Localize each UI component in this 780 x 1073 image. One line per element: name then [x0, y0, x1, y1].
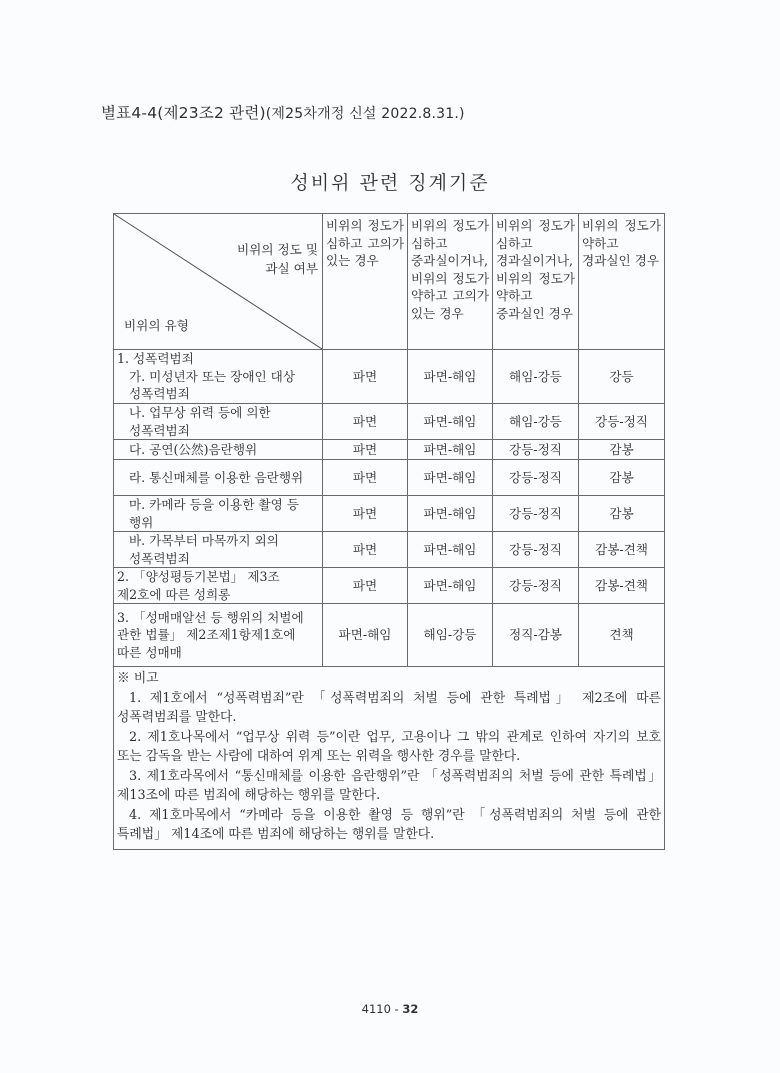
violation-type-cell [114, 460, 323, 496]
penalty-cell: 강등-정직 [493, 496, 579, 532]
penalty-cell: 파면 [323, 532, 408, 568]
note-item: 1. 제1호에서 “성폭력범죄”란 「성폭력범죄의 처벌 등에 관한 특례법」 제2조에 따른 성폭력범죄를 말한다. [117, 690, 661, 725]
penalty-cell: 강등-정직 [579, 404, 665, 440]
amendment-note: (제25차개정 신설 2022.8.31.) [265, 106, 465, 122]
table-row [114, 460, 665, 496]
row-type-label: 마. 카메라 등을 이용한 촬영 등 행위 [129, 497, 300, 530]
column-header: 비위의 정도가 약하고 경과실인 경우 [579, 214, 665, 350]
table-row [114, 496, 665, 532]
penalty-cell: 강등-정직 [493, 568, 579, 604]
penalty-cell: 감봉 [579, 496, 665, 532]
penalty-cell: 견책 [579, 604, 665, 667]
row-type-label: 다. 공연(公然)음란행위 [129, 441, 258, 457]
page-prefix: 4110 - [361, 1002, 399, 1016]
penalty-cell: 파면-해임 [408, 496, 493, 532]
row-type-label: 나. 업무상 위력 등에 의한 성폭력범죄 [129, 405, 271, 438]
column-header: 비위의 정도가 심하고 경과실이거나, 비위의 정도가 약하고 중과실인 경우 [493, 214, 579, 350]
table-row [114, 532, 665, 568]
violation-type-cell [114, 440, 323, 460]
penalty-cell: 강등-정직 [493, 460, 579, 496]
penalty-cell: 해임-강등 [493, 350, 579, 404]
page-number [0, 1002, 780, 1016]
group-heading: 1. 성폭력범죄 [117, 351, 194, 367]
notes-row [114, 667, 665, 850]
penalty-cell: 파면-해임 [408, 532, 493, 568]
row-type-label: 라. 통신매체를 이용한 음란행위 [129, 469, 304, 485]
penalty-cell: 감봉-견책 [579, 568, 665, 604]
corner-bottom-label: 비위의 유형 [124, 318, 189, 333]
violation-type-cell [114, 404, 323, 440]
corner-top-label: 비위의 정도 및 과실 여부 [237, 242, 318, 276]
penalty-cell: 강등-정직 [493, 440, 579, 460]
penalty-cell: 강등-정직 [493, 532, 579, 568]
column-header: 비위의 정도가 심하고 중과실이거나, 비위의 정도가 약하고 고의가 있는 경우 [408, 214, 493, 350]
penalty-cell: 해임-강등 [408, 604, 493, 667]
table-row [114, 350, 665, 404]
row-type-label: 바. 가목부터 마목까지 외의 성폭력범죄 [129, 533, 279, 566]
table-header-row [114, 214, 665, 350]
page-number-value: 32 [402, 1002, 419, 1016]
notes-title: ※ 비고 [117, 671, 159, 686]
table-row [114, 404, 665, 440]
notes-cell [114, 667, 665, 850]
penalty-cell: 강등 [579, 350, 665, 404]
penalty-cell: 감봉 [579, 440, 665, 460]
violation-type-cell: 3. 「성매매알선 등 행위의 처벌에 관한 법률」 제2조제1항제1호에 따른 성매매 [114, 604, 323, 667]
penalty-cell: 파면 [323, 496, 408, 532]
discipline-standards-table [113, 213, 664, 850]
penalty-cell: 파면-해임 [408, 350, 493, 404]
penalty-cell: 파면 [323, 350, 408, 404]
penalty-cell: 감봉 [579, 460, 665, 496]
penalty-cell: 파면-해임 [323, 604, 408, 667]
violation-type-cell [114, 532, 323, 568]
annex-label: 별표4-4(제23조2 관련) [101, 104, 266, 122]
penalty-cell: 파면 [323, 440, 408, 460]
row-type-label: 가. 미성년자 또는 장애인 대상 성폭력범죄 [129, 368, 296, 402]
violation-type-cell [114, 350, 323, 404]
penalty-cell: 해임-강등 [493, 404, 579, 440]
document-title: 성비위 관련 징계기준 [290, 172, 490, 194]
penalty-cell: 파면 [323, 460, 408, 496]
violation-type-cell [114, 496, 323, 532]
table-row [114, 440, 665, 460]
table-row [114, 568, 665, 604]
penalty-cell: 파면 [323, 404, 408, 440]
annex-header [101, 101, 465, 123]
penalty-cell: 파면 [323, 568, 408, 604]
penalty-cell: 감봉-견책 [579, 532, 665, 568]
penalty-cell: 파면-해임 [408, 404, 493, 440]
corner-header-cell [114, 214, 323, 350]
violation-type-cell: 2. 「양성평등기본법」 제3조 제2호에 따른 성희롱 [114, 568, 323, 604]
penalty-cell: 정직-감봉 [493, 604, 579, 667]
penalty-cell: 파면-해임 [408, 440, 493, 460]
note-item: 2. 제1호나목에서 “업무상 위력 등”이란 업무, 고용이나 그 밖의 관계로 인하여 자기의 보호 또는 감독을 받는 사람에 대하여 위계 또는 위력을 행사한 경우를 말한다. [117, 729, 661, 764]
penalty-cell: 파면-해임 [408, 460, 493, 496]
penalty-cell: 파면-해임 [408, 568, 493, 604]
note-item: 4. 제1호마목에서 “카메라 등을 이용한 촬영 등 행위”란 「성폭력범죄의 처벌 등에 관한 특례법」 제14조에 따른 범죄에 해당하는 행위를 말한다. [117, 807, 661, 842]
table-row [114, 604, 665, 667]
column-header: 비위의 정도가 심하고 고의가 있는 경우 [323, 214, 408, 350]
note-item: 3. 제1호라목에서 “통신매체를 이용한 음란행위”란 「성폭력범죄의 처벌 등에 관한 특례법」 제13조에 따른 범죄에 해당하는 행위를 말한다. [117, 768, 661, 803]
